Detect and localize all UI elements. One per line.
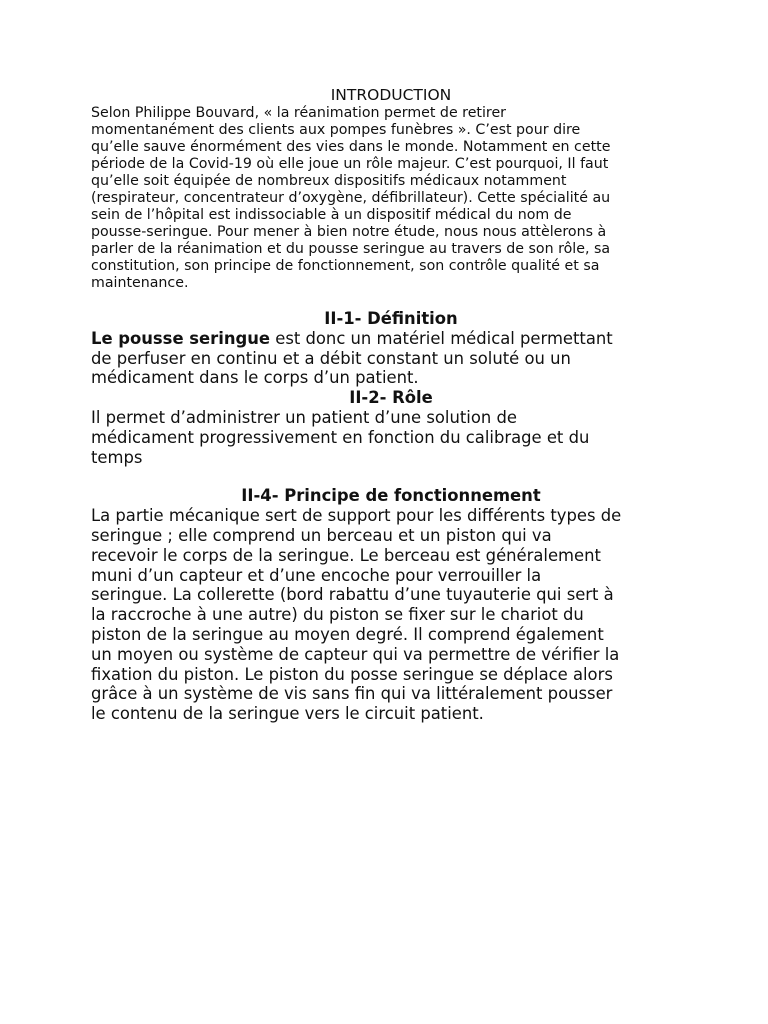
principle-heading: II-4- Principe de fonctionnement — [241, 486, 541, 506]
spacer — [91, 467, 691, 486]
introduction-title: INTRODUCTION — [330, 86, 452, 104]
principle-paragraph: La partie mécanique sert de support pour les différents types de seringue ; elle comprend un berceau et un piston qui va recevoir le corps de la seringue. Le berceau est généralement muni d’un capteur et d’une encoche pour verrouiller la seringue. La collerette (bord rabattu d’une tuyauterie qui sert à la raccroche à une autre) du piston se fixer sur le chariot du piston de la seringue au moyen degré. Il comprend également un moyen ou système de capteur qui va permettre de vérifier la fixation du piston. Le piston du posse seringue se déplace alors grâce à un système de vis sans fin qui va littéralement pousser le contenu de la seringue vers le circuit patient. — [91, 506, 622, 724]
role-heading: II-2- Rôle — [349, 388, 433, 408]
definition-term: Le pousse seringue — [91, 328, 271, 348]
definition-text: est donc un matériel médical permettant de perfuser en continu et a débit constant un soluté ou un médicament dans le corps d’un patient. — [91, 328, 613, 388]
introduction-paragraph: Selon Philippe Bouvard, « la réanimation permet de retirer momentanément des clients aux pompes funèbres ». C’est pour dire qu’elle sauve énormément des vies dans le monde. Notamment en cette période de la Covid-19 où elle joue un rôle majeur. C’est pourquoi, Il faut qu’elle soit équipée de nombreux dispositifs médicaux notamment (respirateur, concentrateur d’oxygène, défibrillateur). Cette spécialité au sein de l’hôpital est indissociable à un dispositif médical du nom de pousse-seringue. Pour mener à bien notre étude, nous nous attèlerons à parler de la réanimation et du pousse seringue au travers de son rôle, sa constitution, son principe de fonctionnement, son contrôle qualité et sa maintenance. — [91, 105, 611, 291]
spacer — [91, 292, 691, 309]
definition-heading: II-1- Définition — [324, 309, 458, 328]
document-body — [91, 86, 691, 724]
definition-paragraph — [91, 329, 691, 388]
role-paragraph: Il permet d’administrer un patient d’une solution de médicament progressivement en fonction du calibrage et du temps — [91, 407, 590, 467]
